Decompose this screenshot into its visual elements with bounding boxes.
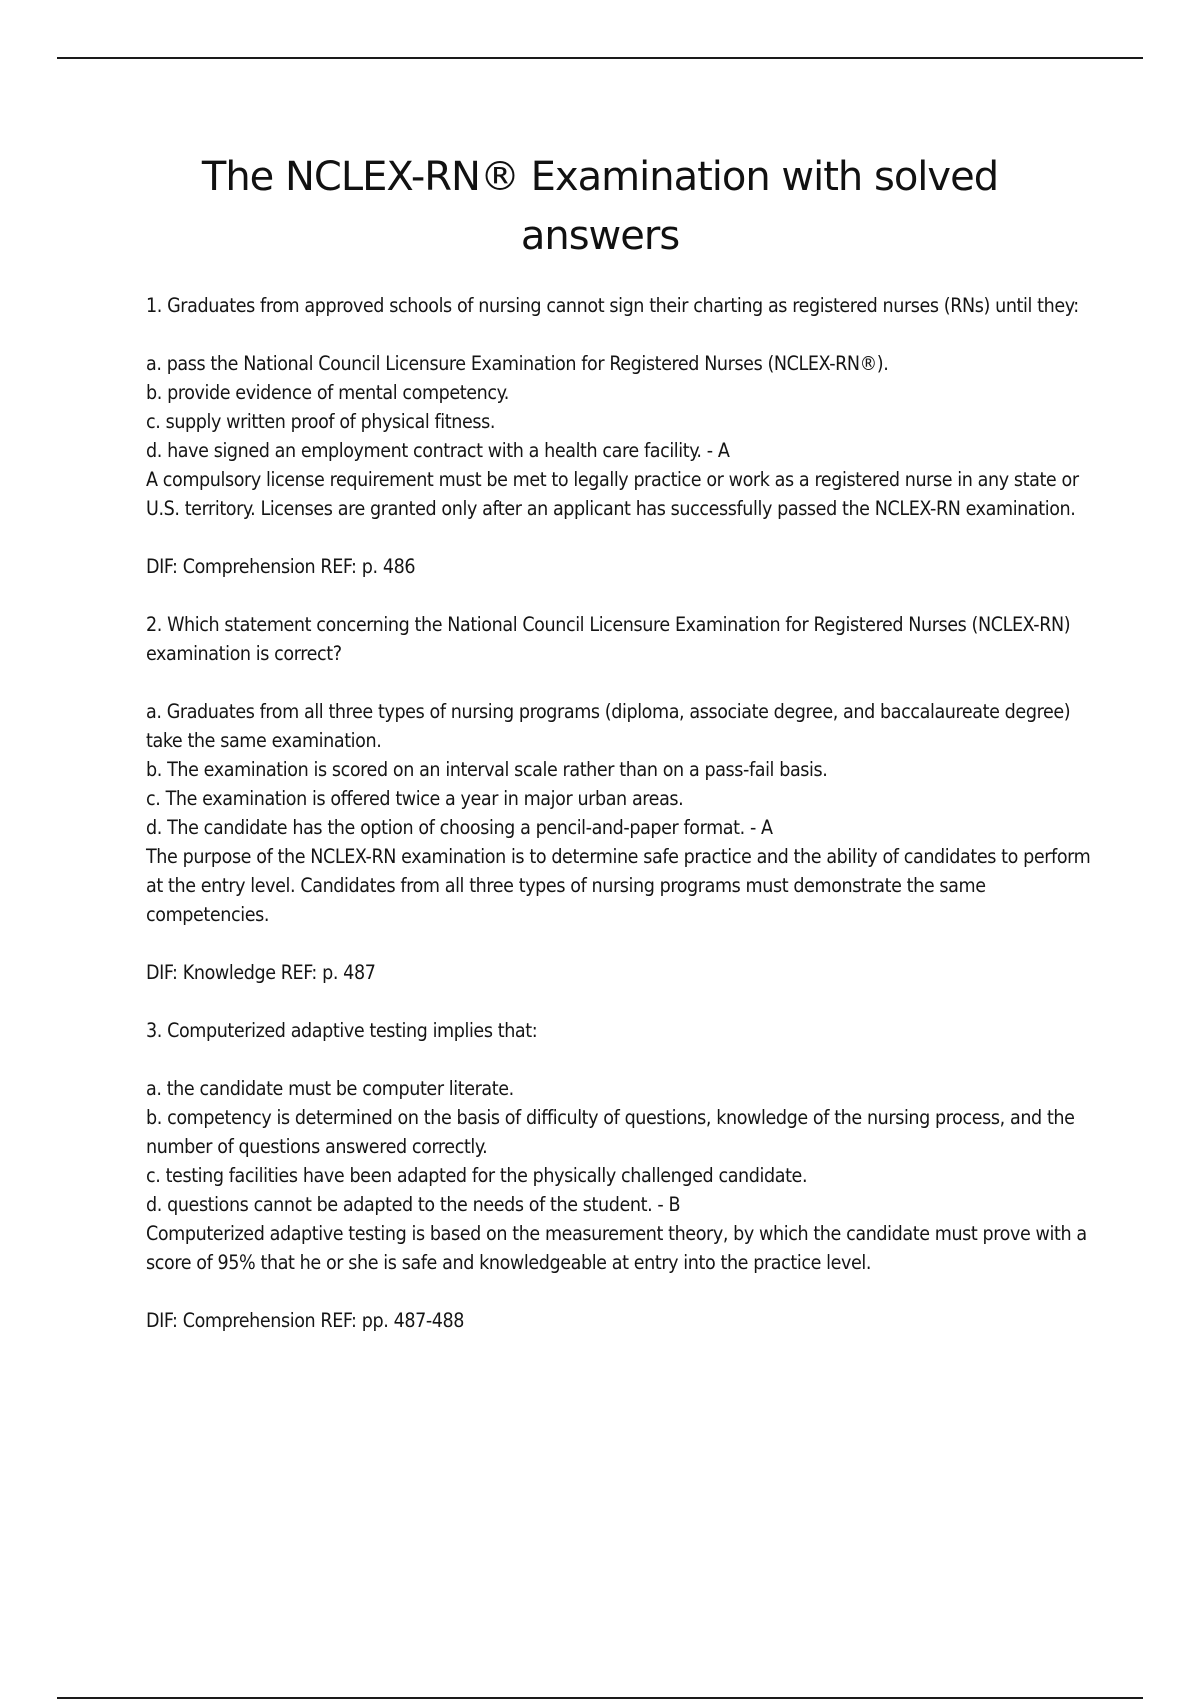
answer-option-a: a. pass the National Council Licensure Examination for Registered Nurses (NCLEX-RN®).: [146, 352, 889, 375]
answer-option-c: c. supply written proof of physical fitness.: [146, 410, 495, 433]
answer-option-b: b. The examination is scored on an interval scale rather than on a pass-fail basis.: [146, 758, 828, 781]
answer-rationale: A compulsory license requirement must be met to legally practice or work as a registered nurse in any state or U.S. territory. Licenses are granted only after an applicant has successfully passed the NCLEX-RN examination.: [146, 468, 1079, 520]
difficulty-reference: DIF: Knowledge REF: p. 487: [146, 961, 376, 984]
answer-option-c: c. testing facilities have been adapted for the physically challenged candidate.: [146, 1164, 808, 1187]
question-1: [146, 291, 1091, 581]
question-stem: 3. Computerized adaptive testing implies that:: [146, 1019, 538, 1042]
answer-rationale: The purpose of the NCLEX-RN examination is to determine safe practice and the ability of candidates to perform at the entry level. Candidates from all three types of nursing programs must demonstrate the same competencies.: [146, 845, 1091, 926]
answer-option-b: b. provide evidence of mental competency.: [146, 381, 509, 404]
answer-rationale: Computerized adaptive testing is based on the measurement theory, by which the candidate must prove with a score of 95% that he or she is safe and knowledgeable at entry into the practice level.: [146, 1222, 1087, 1274]
answer-option-d: d. The candidate has the option of choosing a pencil-and-paper format. - A: [146, 816, 773, 839]
top-divider: [57, 57, 1143, 59]
bottom-divider: [57, 1697, 1143, 1699]
page-title: The NCLEX-RN® Examination with solved answers: [201, 154, 999, 259]
question-3: [146, 1016, 1091, 1335]
question-stem: 2. Which statement concerning the National Council Licensure Examination for Registered Nurses (NCLEX-RN) examination is correct?: [146, 613, 1071, 665]
answer-option-d: d. questions cannot be adapted to the needs of the student. - B: [146, 1193, 681, 1216]
question-list: [146, 291, 1091, 1335]
question-2: [146, 610, 1091, 987]
answer-option-d: d. have signed an employment contract with a health care facility. - A: [146, 439, 730, 462]
difficulty-reference: DIF: Comprehension REF: pp. 487-488: [146, 1309, 465, 1332]
answer-option-a: a. the candidate must be computer literate.: [146, 1077, 514, 1100]
question-stem: 1. Graduates from approved schools of nursing cannot sign their charting as registered nurses (RNs) until they:: [146, 294, 1079, 317]
answer-option-c: c. The examination is offered twice a year in major urban areas.: [146, 787, 684, 810]
answer-option-b: b. competency is determined on the basis of difficulty of questions, knowledge of the nursing process, and the number of questions answered correctly.: [146, 1106, 1075, 1158]
difficulty-reference: DIF: Comprehension REF: p. 486: [146, 555, 416, 578]
answer-option-a: a. Graduates from all three types of nursing programs (diploma, associate degree, and baccalaureate degree) take the same examination.: [146, 700, 1071, 752]
